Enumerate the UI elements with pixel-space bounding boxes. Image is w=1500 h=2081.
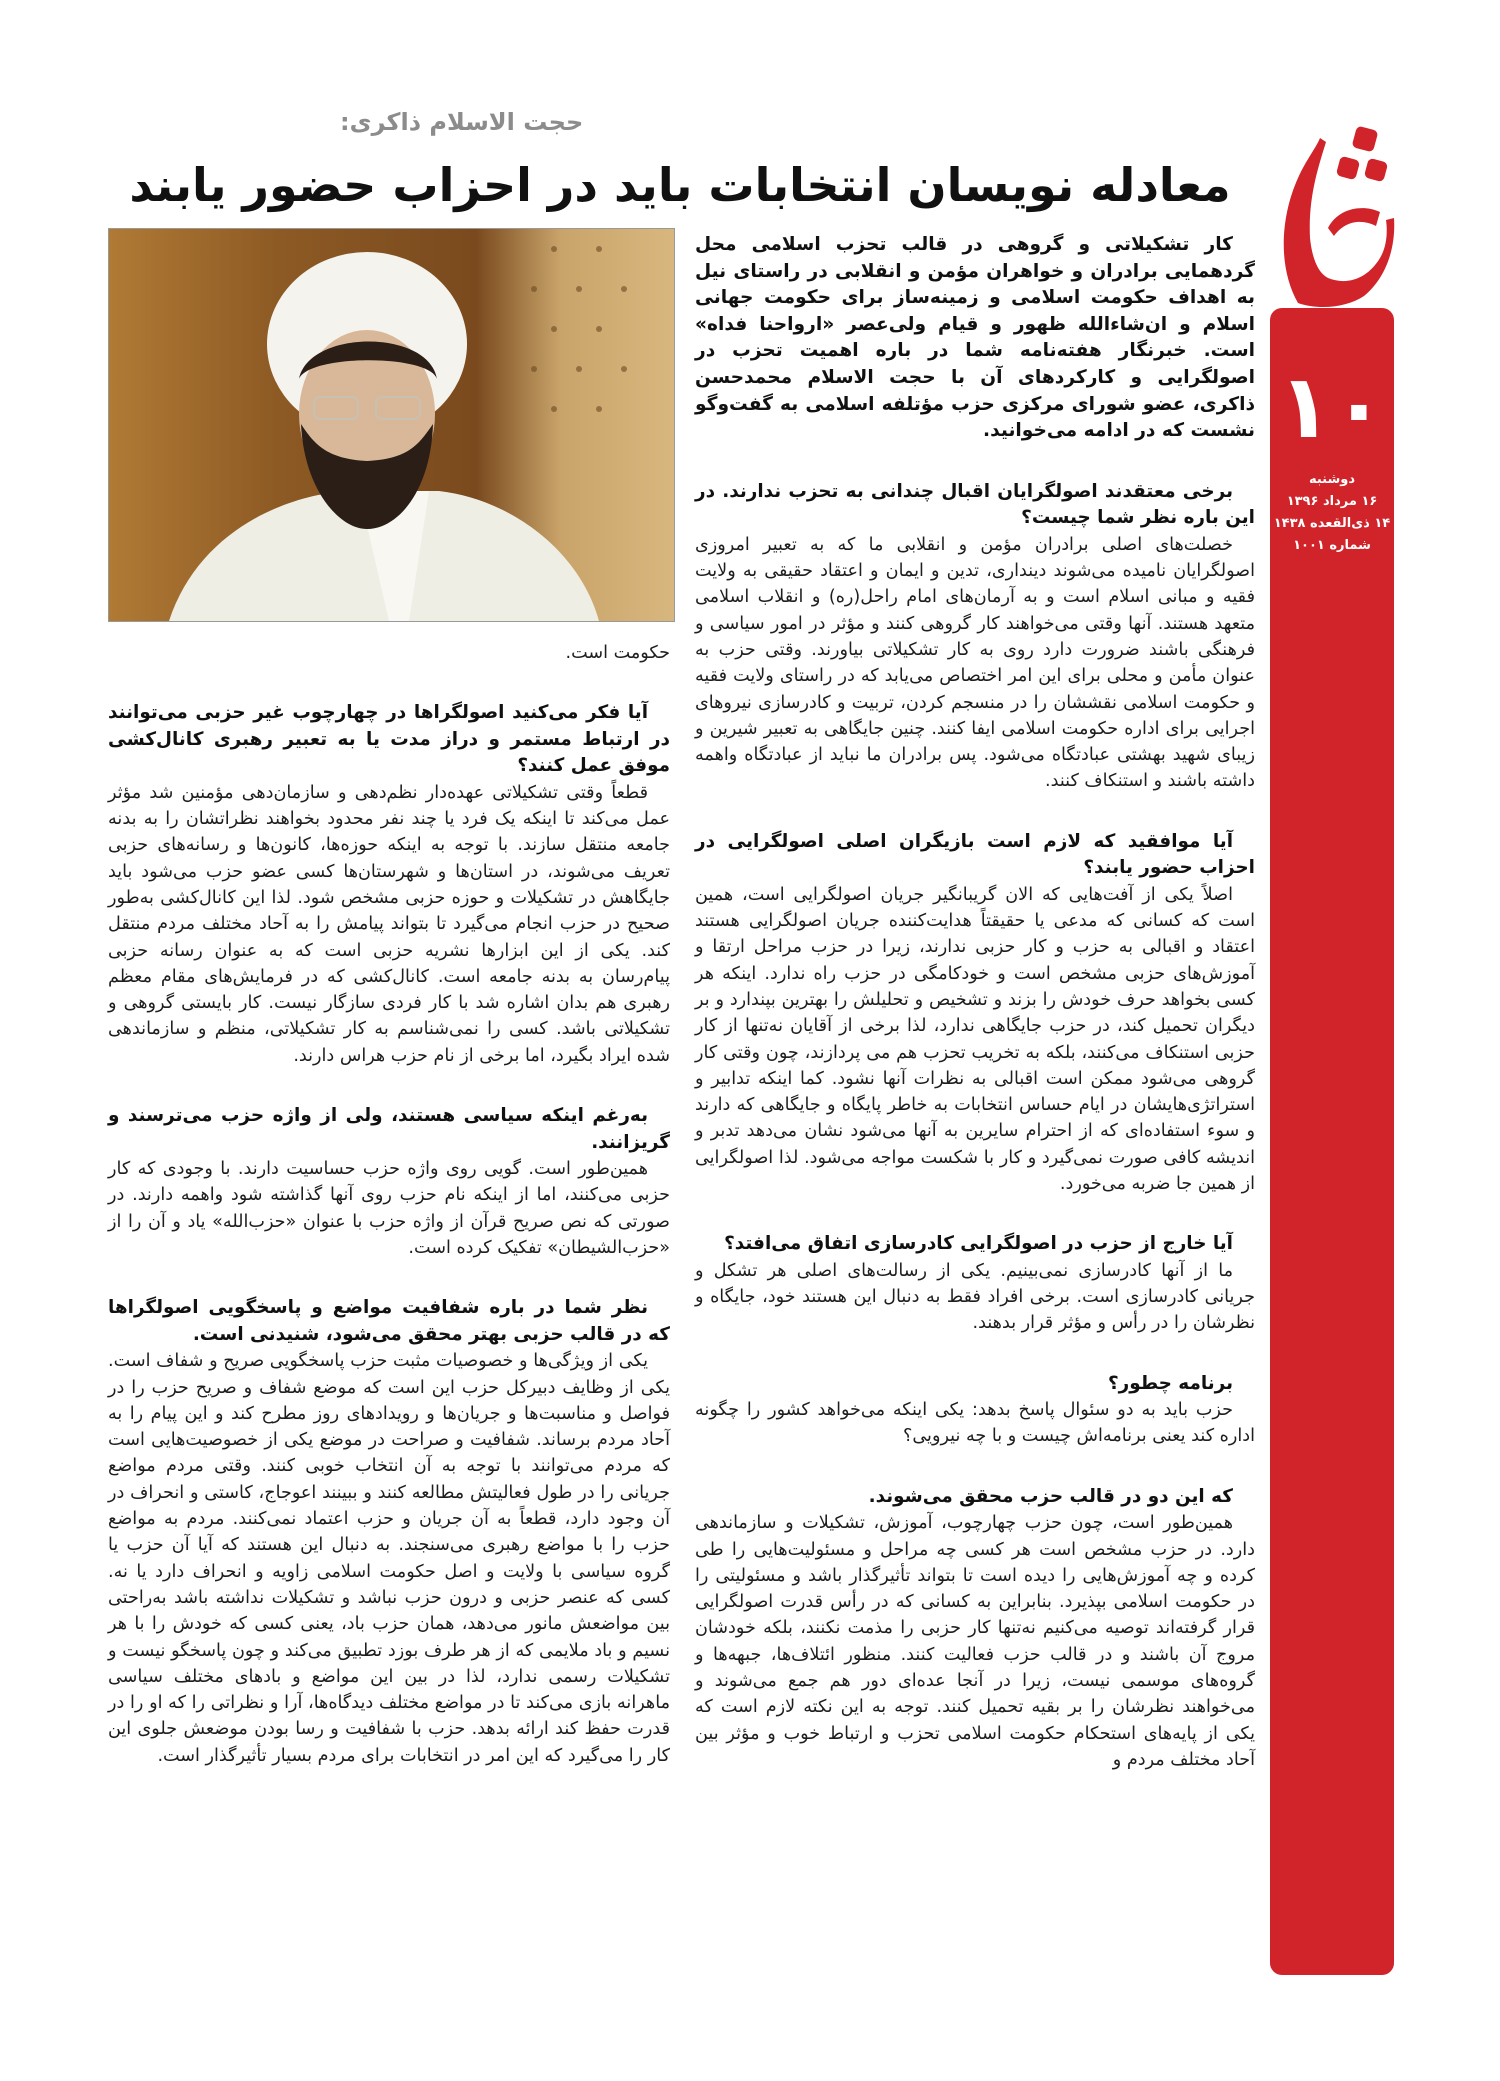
kicker-text: حجت الاسلام ذاکری:: [340, 108, 584, 136]
interview-answer: خصلت‌های اصلی برادران مؤمن و انقلابی ما که به تعبیر امروزی اصولگرایان نامیده می‌شوند دینداری، تدین و ایمان و اعتقاد حقیقی به ولایت فقیه و مبانی اسلام است و به آرمان‌های امام راحل(ره) و انقلاب اسلامی متعهد هستند. آنها وقتی می‌خواهند کار گروهی کنند و مؤثر در امور سیاسی و فرهنگی باشند ضرورت دارد روی به کار تشکیلاتی بیاورند. وقتی حزب به عنوان مأمن و محلی برای این امر اختصاص می‌یابد که در راستای ولایت فقیه و حکومت اسلامی نقششان را در منسجم کردن، تربیت و کادرسازی نیروهای اجرایی برای اداره حکومت اسلامی ایفا کنند. چنین جایگاهی به تعبیر شیرین و زیبای شهید بهشتی عبادتگاه می‌شود. پس برادران ما نباید از عبادتگاه واهمه داشته باشند و استنکاف کنند.: [695, 534, 1255, 792]
article-lead: کار تشکیلاتی و گروهی در قالب تحزب اسلامی محل گردهمایی برادران و خواهران مؤمن و انقلابی در راستای نیل به اهداف حکومت اسلامی و زمینه‌ساز برای حکومت جهانی اسلام و ان‌شاءالله ظهور و قیام ولی‌عصر «ارواحنا فداه» است. خبرنگار هفته‌نامه شما در باره اهمیت تحزب در اصولگرایی و کارکردهای آن با حجت الاسلام محمدحسن ذاکری، عضو شورای مرکزی حزب مؤتلفه اسلامی به گفت‌وگو نشست که در ادامه می‌خوانید.: [695, 234, 1255, 442]
continued-text: حکومت است.: [565, 643, 670, 663]
interview-answer: قطعاً وقتی تشکیلاتی عهده‌دار نظم‌دهی و سازمان‌دهی مؤمنین شد مؤثر عمل می‌کند تا اینکه یک فرد یا چند نفر محدود بخواهند نظراتشان را به بدنه جامعه منتقل سازند. با توجه به اینکه حوزه‌ها، کانون‌ها و رسانه‌های حزبی تعریف می‌شوند، در استان‌ها و شهرستان‌ها کسی عضو حزب می‌شود باید جایگاهش در تشکیلات و حوزه حزبی مشخص شود. لذا این کانال‌کشی به‌طور صحیح در حزب انجام می‌گیرد تا بتواند پیامش را به آحاد مختلف مردم منتقل کند. یکی از این ابزارها نشریه حزبی است که به عنوان رسانه حزبی پیام‌رسان به بدنه جامعه است. کانال‌کشی که در فرمایش‌های مقام معظم رهبری هم بدان اشاره شد با کار فردی سازگار نیست. کار بایستی گروهی و تشکیلاتی باشد. کسی را نمی‌شناسم به کار تشکیلاتی، منظم و سازماندهی شده ایراد بگیرد، اما برخی از نام حزب هراس دارند.: [108, 782, 670, 1066]
interview-question: که این دو در قالب حزب محقق می‌شوند.: [868, 1485, 1233, 1507]
interview-question: برنامه چطور؟: [1107, 1372, 1233, 1394]
interview-answer: ما از آنها کادرسازی نمی‌بینیم. یکی از رسالت‌های اصلی هر تشکل و جریانی کادرسازی است. برخی افراد فقط به دنبال این هستند خود، جایگاه و نظرشان را در رأس و مؤثر قرار بدهند.: [695, 1260, 1255, 1334]
article-column-right: [695, 232, 1255, 1773]
interview-question: آیا فکر می‌کنید اصولگراها در چهارچوب غیر حزبی می‌توانند در ارتباط مستمر و دراز مدت یا به تعبیر رهبری کانال‌کشی موفق عمل کنند؟: [108, 702, 670, 777]
issue-date-lunar: ۱۴ ذی‌القعده ۱۴۳۸: [1273, 516, 1391, 531]
issue-number: شماره ۱۰۰۱: [1293, 538, 1371, 553]
portrait-image-icon: [109, 229, 674, 621]
page-number: ۱۰: [1278, 355, 1386, 458]
interview-question: نظر شما در باره شفافیت مواضع و پاسخگویی اصولگراها که در قالب حزبی بهتر محقق می‌شود، شنیدنی است.: [108, 1297, 670, 1345]
article-column-left: [108, 640, 670, 1769]
interview-question: آیا خارج از حزب در اصولگرایی کادرسازی اتفاق می‌افتد؟: [724, 1233, 1233, 1255]
interview-answer: همین‌طور است. گویی روی واژه حزب حساسیت دارند. با وجودی که کار حزبی می‌کنند، اما از اینکه نام حزب روی آنها گذاشته شود واهمه دارند. در صورتی که نص صریح قرآن از واژه حزب با عنوان «حزب‌الله» یاد و آن را از «حزب‌الشیطان» تفکیک کرده است.: [108, 1159, 670, 1258]
interview-question: آیا موافقید که لازم است بازیگران اصلی اصولگرایی در احزاب حضور یابند؟: [695, 830, 1255, 879]
interview-answer: اصلاً یکی از آفت‌هایی که الان گریبانگیر جریان اصولگرایی است، همین است که کسانی که مدعی یا حقیقتاً هدایت‌کننده جریان اصولگرایی هستند اعتقاد و اقبالی به حزب و کار حزبی ندارند، زیرا در حزب مراحل ارتقا و آموزش‌های حزبی مشخص است و خودکامگی در حزب راه ندارد. اینکه هر کسی بخواهد حرف خودش را بزند و تشخیص و تحلیلش را بهترین بپندارد و بر دیگران تحمیل کند، در حزب جایگاهی ندارد، لذا برخی از آقایان نه‌تنها از کار حزبی استنکاف می‌کنند، بلکه به تخریب تحزب هم می پردازند، چون وقتی کار گروهی می‌شود ممکن است اقبالی به نظرات آنها نشود. کما اینکه تدابیر و استراتژی‌هایشان در ایام حساس انتخابات به خاطر پایگاه و جایگاهی که دارند و سوء استفاده‌ای که از احترام سایرین به آنها می‌شود نشان می‌دهد تدبر و اندیشه کافی صورت نمی‌گیرد و کار با شکست مواجه می‌شود. لذا اصولگرایی از همین جا ضربه می‌خورد.: [695, 884, 1255, 1194]
article-headline: معادله نویسان انتخابات باید در احزاب حضور یابند: [129, 158, 1231, 212]
interview-answer: یکی از ویژگی‌ها و خصوصیات مثبت حزب پاسخگویی صریح و شفاف است. یکی از وظایف دبیرکل حزب این است که موضع شفاف و صریح حزب را در فواصل و مناسبت‌ها و جریان‌ها و رویدادهای روز مطرح کند و این پیام را به آحاد مردم برساند. شفافیت و صراحت در موضع یکی از خصوصیت‌هایی است که مردم می‌توانند با توجه به آن انتخاب خوبی کنند. وقتی مردم مواضع جریانی را در طول فعالیتش مطالعه کنند و ببینند اعوجاج، کاستی و انحراف در آن وجود دارد، قطعاً به آن جریان و حزب اعتماد نمی‌کنند. مردم به مواضع حزب را با مواضع رهبری می‌سنجند. به دنبال این هستند که آیا آن حزب یا گروه سیاسی با ولایت و اصل حکومت اسلامی زاویه و انحراف دارد یا نه. کسی که عنصر حزبی و درون حزب نباشد و تشکیلات نداشته باشد به‌راحتی بین مواضعش مانور می‌دهد، همان حزب باد، یعنی کسی که خودش را با هر نسیم و باد ملایمی که از هر طرف بوزد تطبیق می‌کند و چون پاسخگو نیست و تشکیلات رسمی ندارد، لذا در بین این مواضع و بادهای مختلف سیاسی ماهرانه بازی می‌کند تا در مواضع مختلف دیدگاه‌ها، آرا و نظراتی را که او را در قدرت حفظ کند ارائه بدهد. حزب با شفافیت و رسا بودن موضعش جلوی این کار را می‌گیرد که این امر در انتخابات برای مردم بسیار تأثیرگذار است.: [108, 1351, 670, 1766]
interview-answer: همین‌طور است، چون حزب چهارچوب، آموزش، تشکیلات و سازماندهی دارد. در حزب مشخص است هر کسی چه مراحل و مسئولیت‌هایی را طی کرده و چه آموزش‌هایی را دیده است تا بتواند تأثیرگذار باشد و مسئولیتی را در حکومت اسلامی بپذیرد. بنابراین به کسانی که در رأس قدرت اصولگرایی قرار گرفته‌اند توصیه می‌کنیم نه‌تنها کار حزبی را مذمت نکنند، بلکه خودشان مروج آن باشند و در قالب حزب فعالیت کنند. منظور ائتلاف‌ها، جبهه‌ها و گروه‌های موسمی نیست، زیرا در آنجا عده‌ای دور هم جمع می‌شوند و می‌خواهند نظرشان را بر بقیه تحمیل کنند. توجه به این نکته لازم است که یکی از پایه‌های استحکام حکومت اسلامی تحزب و ارتباط خوب و مؤثر بین آحاد مختلف مردم و: [695, 1513, 1255, 1770]
interview-question: برخی معتقدند اصولگرایان اقبال چندانی به تحزب ندارند. در این باره نظر شما چیست؟: [695, 480, 1255, 529]
issue-day: دوشنبه: [1308, 472, 1356, 487]
interview-answer: حزب باید به دو سئوال پاسخ بدهد: یکی اینکه می‌خواهد کشور را چگونه اداره کند یعنی برنامه‌اش چیست و با چه نیرویی؟: [695, 1400, 1255, 1447]
interviewee-photo: [108, 228, 675, 622]
publication-logo-icon: [1268, 108, 1398, 308]
article-kicker: [340, 108, 1240, 136]
issue-info-sidebar: [1270, 308, 1394, 1975]
interview-question: به‌رغم اینکه سیاسی هستند، ولی از واژه حزب می‌ترسند و گریزانند.: [108, 1105, 670, 1153]
issue-date-solar: ۱۶ مرداد ۱۳۹۶: [1286, 494, 1378, 509]
